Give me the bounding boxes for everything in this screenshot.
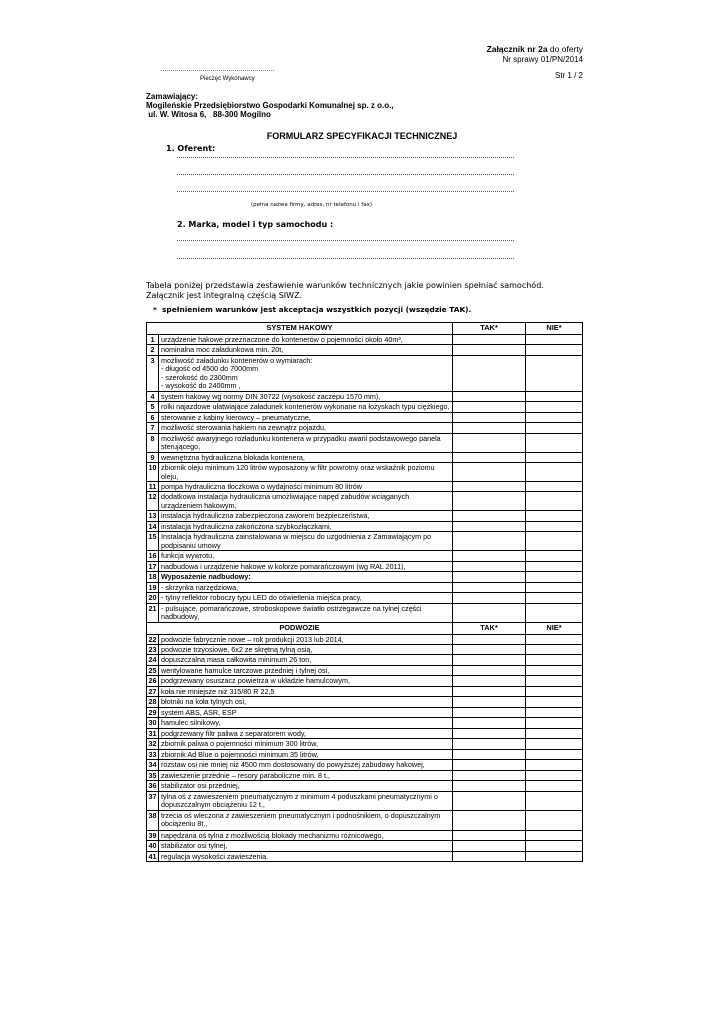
col-no-header: NIE* <box>526 323 583 335</box>
table-row <box>147 603 583 622</box>
no-cell[interactable] <box>526 423 583 433</box>
section-header-row <box>147 622 583 634</box>
acceptance-note <box>153 305 471 314</box>
table-row <box>147 521 583 531</box>
attachment-suffix: do oferty <box>547 44 583 54</box>
row-requirement: instalacja hydrauliczna zabezpieczona zaworem bezpieczeństwa, <box>159 511 453 521</box>
row-requirement: podgrzewany osuszacz powietrza w układzie hamulcowym, <box>159 676 453 686</box>
yes-cell[interactable] <box>453 345 526 355</box>
yes-cell[interactable] <box>453 423 526 433</box>
no-cell[interactable] <box>526 728 583 738</box>
table-row <box>147 676 583 686</box>
yes-cell[interactable] <box>453 452 526 462</box>
row-requirement: rolki najazdowe ułatwiające załadunek kontenerów wykonane na łożyskach typu ciężkiego, <box>159 402 453 412</box>
yes-cell[interactable] <box>453 391 526 401</box>
row-number: 4 <box>147 391 159 401</box>
no-cell[interactable] <box>526 532 583 551</box>
row-requirement: koła nie mniejsze niż 315/80 R 22,5 <box>159 686 453 696</box>
row-number: 14 <box>148 521 157 531</box>
yes-cell[interactable] <box>453 728 526 738</box>
table-row <box>147 433 583 452</box>
no-cell[interactable] <box>526 433 583 452</box>
row-number: 38 <box>147 810 159 830</box>
yes-cell[interactable] <box>453 603 526 622</box>
row-requirement: rozstaw osi nie mniej niż 4500 mm dostosowany do powyższej zabudowy hakowej, <box>159 760 453 770</box>
row-requirement: błotniki na koła tylnych osi, <box>159 697 453 707</box>
yes-cell[interactable] <box>453 810 526 830</box>
table-row <box>147 830 583 840</box>
table-row <box>147 810 583 830</box>
vehicle-field-line-1[interactable] <box>177 240 514 241</box>
row-requirement: system ABS, ASR, ESP <box>159 707 453 717</box>
no-cell[interactable] <box>526 492 583 511</box>
note-asterisk: * <box>153 305 157 314</box>
vehicle-field-line-2[interactable] <box>177 258 514 259</box>
no-cell[interactable] <box>526 355 583 391</box>
row-requirement: pompa hydrauliczna tłoczkowa o wydajności minimum 80 litrów <box>159 482 453 492</box>
orderer-label: Zamawiający: <box>146 92 199 101</box>
no-cell[interactable] <box>526 482 583 492</box>
row-requirement: podwozie trzyosiowe, 6x2 ze skrętną tylną osią, <box>159 645 453 655</box>
row-requirement: sterowanie z kabiny kierowcy – pneumatyczne, <box>159 412 453 422</box>
row-number: 3 <box>147 355 159 391</box>
row-number: 41 <box>148 851 157 861</box>
row-requirement: nadbudowa i urządzenie hakowe w kolorze pomarańczowym (wg RAL 2011), <box>159 561 453 571</box>
intro-paragraph: Tabela poniżej przedstawia zestawienie warunków technicznych jakie powinien spełniać samochód. Załącznik jest integralną częścią SIWZ. <box>146 281 544 300</box>
col-no-header: NIE* <box>526 622 583 634</box>
row-requirement: Wyposażenie nadbudowy: <box>159 572 453 582</box>
table-row <box>147 492 583 511</box>
yes-cell[interactable] <box>453 582 526 592</box>
table-row <box>147 582 583 592</box>
no-cell[interactable] <box>526 810 583 830</box>
table-row <box>147 697 583 707</box>
table-row <box>147 770 583 780</box>
row-number: 22 <box>148 634 157 644</box>
table-row <box>147 551 583 561</box>
no-cell[interactable] <box>526 463 583 482</box>
no-cell[interactable] <box>526 655 583 665</box>
no-cell[interactable] <box>526 634 583 644</box>
row-requirement: stabilizator osi przedniej, <box>159 781 453 791</box>
table-row <box>147 391 583 401</box>
row-requirement: zbiornik paliwa o pojemności minimum 300 litrów, <box>159 739 453 749</box>
row-requirement: możliwość awaryjnego rozładunku kontenera w przypadku awarii podstawowego panela sterującego, <box>159 433 453 452</box>
row-number: 33 <box>148 749 157 759</box>
specification-table <box>146 322 583 862</box>
no-cell[interactable] <box>526 665 583 675</box>
case-number: Nr sprawy 01/PN/2014 <box>502 55 583 64</box>
no-cell[interactable] <box>526 572 583 582</box>
row-number: 20 <box>148 593 157 603</box>
no-cell[interactable] <box>526 582 583 592</box>
yes-cell[interactable] <box>453 572 526 582</box>
row-number: 13 <box>148 511 157 521</box>
offerer-field-line-2[interactable] <box>177 174 514 175</box>
no-cell[interactable] <box>526 697 583 707</box>
note-text: spełnieniem warunków jest akceptacja wszystkich pozycji (wszędzie TAK). <box>162 305 472 314</box>
row-number: 11 <box>147 482 159 492</box>
row-requirement: trzecia oś wleczona z zawieszeniem pneumatycznym i podnośnikiem, o dopuszczalnym obciążeniu 8t., <box>159 810 453 830</box>
table-row <box>147 841 583 851</box>
row-number: 16 <box>148 551 157 561</box>
table-row <box>147 749 583 759</box>
yes-cell[interactable] <box>453 781 526 791</box>
section-title: SYSTEM HAKOWY <box>147 323 453 335</box>
yes-cell[interactable] <box>453 492 526 511</box>
no-cell[interactable] <box>526 686 583 696</box>
attachment-label <box>487 44 583 54</box>
table-row <box>147 781 583 791</box>
table-row <box>147 634 583 644</box>
no-cell[interactable] <box>526 645 583 655</box>
yes-cell[interactable] <box>453 412 526 422</box>
row-number: 23 <box>148 645 157 654</box>
no-cell[interactable] <box>526 749 583 759</box>
no-cell[interactable] <box>526 412 583 422</box>
page-number: Str 1 / 2 <box>554 71 583 80</box>
table-row <box>147 511 583 521</box>
row-number: 39 <box>148 830 157 840</box>
row-requirement: możliwość załadunku kontenerów o wymiarach: - długość od 4500 do 7000mm - szerokość do 2300mm - wysokość do 2400mm , <box>159 355 453 391</box>
section-title: PODWOZIE <box>147 622 453 634</box>
yes-cell[interactable] <box>453 697 526 707</box>
table-row <box>147 572 583 582</box>
table-row <box>147 561 583 571</box>
yes-cell[interactable] <box>453 645 526 655</box>
row-requirement: dodatkowa instalacja hydrauliczna umożliwiające napęd zabudów wciąganych urządzeniem hakowym, <box>159 492 453 511</box>
stamp-label: Pieczęć Wykonawcy <box>200 76 255 82</box>
row-number: 6 <box>147 412 159 422</box>
row-requirement: tylna oś z zawieszeniem pneumatycznym z minimum 4 poduszkami pneumatycznymi o dopuszczalnym obciążeniu 12 t., <box>159 791 453 810</box>
no-cell[interactable] <box>526 391 583 401</box>
table-row <box>147 851 583 861</box>
no-cell[interactable] <box>526 841 583 851</box>
row-number: 25 <box>148 665 157 675</box>
table-row <box>147 423 583 433</box>
table-row <box>147 593 583 603</box>
table-row <box>147 532 583 551</box>
table-row <box>147 345 583 355</box>
row-number: 24 <box>148 655 157 665</box>
row-requirement: Instalacja hydrauliczna zainstalowana w miejscu do uzgodnienia z Zamawiającym po podpisaniu umowy <box>159 532 453 551</box>
row-requirement: dopuszczalna masa całkowita minimum 26 ton, <box>159 655 453 665</box>
col-yes-header: TAK* <box>453 323 526 335</box>
table-row <box>147 760 583 770</box>
row-requirement: hamulec silnikowy, <box>159 718 453 728</box>
row-requirement: zbiornik oleju minimum 120 litrów wyposażony w filtr powrotny oraz wskaźnik poziomu oleju, <box>159 463 453 482</box>
no-cell[interactable] <box>526 830 583 840</box>
yes-cell[interactable] <box>453 355 526 391</box>
yes-cell[interactable] <box>453 634 526 644</box>
row-number: 10 <box>147 463 159 482</box>
row-number: 27 <box>148 686 157 696</box>
row-number: 26 <box>148 676 157 686</box>
offerer-field-line-1[interactable] <box>177 157 514 158</box>
no-cell[interactable] <box>526 561 583 571</box>
no-cell[interactable] <box>526 707 583 717</box>
row-number: 34 <box>148 760 157 770</box>
row-number: 15 <box>147 532 159 551</box>
yes-cell[interactable] <box>453 665 526 675</box>
attachment-number: Załącznik nr 2a <box>486 44 548 54</box>
row-number: 30 <box>148 718 157 728</box>
no-cell[interactable] <box>526 551 583 561</box>
table-row <box>147 645 583 655</box>
row-number: 17 <box>148 561 157 571</box>
row-number: 37 <box>147 791 159 810</box>
no-cell[interactable] <box>526 334 583 344</box>
row-number: 18 <box>148 572 157 582</box>
row-number: 35 <box>148 770 157 780</box>
no-cell[interactable] <box>526 676 583 686</box>
yes-cell[interactable] <box>453 739 526 749</box>
row-number: 8 <box>147 433 159 452</box>
yes-cell[interactable] <box>453 593 526 603</box>
row-requirement: regulacja wysokości zawieszenia. <box>159 851 453 861</box>
yes-cell[interactable] <box>453 551 526 561</box>
no-cell[interactable] <box>526 511 583 521</box>
yes-cell[interactable] <box>453 770 526 780</box>
table-row <box>147 665 583 675</box>
yes-cell[interactable] <box>453 532 526 551</box>
table-row <box>147 334 583 344</box>
row-requirement: instalacja hydrauliczna zakończona szybkozłączkami, <box>159 521 453 531</box>
no-cell[interactable] <box>526 781 583 791</box>
row-number: 31 <box>148 728 157 738</box>
offerer-field-line-3[interactable] <box>177 191 514 192</box>
row-requirement: podwozie fabrycznie nowe – rok produkcji 2013 lub 2014, <box>159 634 453 644</box>
no-cell[interactable] <box>526 760 583 770</box>
table-row <box>147 791 583 810</box>
row-requirement: zawieszenie przednie – resory paraboliczne min. 8 t., <box>159 770 453 780</box>
row-number: 12 <box>147 492 159 511</box>
row-requirement: zbiornik Ad Blue o pojemności minimum 35 litrów, <box>159 749 453 759</box>
section-offerer-heading: 1. Oferent: <box>166 144 216 153</box>
row-number: 32 <box>148 739 157 749</box>
no-cell[interactable] <box>526 345 583 355</box>
row-number: 28 <box>148 697 157 707</box>
row-requirement: nominalna moc załadunkowa min. 20t, <box>159 345 453 355</box>
row-requirement: wentylowane hamulce tarczowe przedniej i tylnej osi, <box>159 665 453 675</box>
yes-cell[interactable] <box>453 482 526 492</box>
orderer-address: ul. W. Witosa 6, 88-300 Mogilno <box>146 110 271 119</box>
yes-cell[interactable] <box>453 718 526 728</box>
yes-cell[interactable] <box>453 851 526 861</box>
row-number: 9 <box>147 452 159 462</box>
row-requirement: wewnętrzna hydrauliczna blokada kontenera, <box>159 452 453 462</box>
section-vehicle-heading: 2. Marka, model i typ samochodu : <box>177 220 334 229</box>
table-row <box>147 463 583 482</box>
row-requirement: funkcja wywrotu, <box>159 551 453 561</box>
row-requirement: stabilizator osi tylnej, <box>159 841 453 851</box>
table-row <box>147 355 583 391</box>
row-requirement: - pulsujące, pomarańczowe, stroboskopowe światło ostrzegawcze na tylnej części nadbudowy, <box>159 603 453 622</box>
table-row <box>147 739 583 749</box>
row-number: 36 <box>148 781 157 791</box>
no-cell[interactable] <box>526 593 583 603</box>
table-row <box>147 707 583 717</box>
yes-cell[interactable] <box>453 655 526 665</box>
table-row <box>147 402 583 412</box>
table-row <box>147 686 583 696</box>
stamp-line: ………………………………………………… <box>160 66 274 73</box>
row-number: 40 <box>148 841 157 851</box>
yes-cell[interactable] <box>453 841 526 851</box>
row-requirement: - skrzynka narzędziowa, <box>159 582 453 592</box>
yes-cell[interactable] <box>453 760 526 770</box>
yes-cell[interactable] <box>453 707 526 717</box>
yes-cell[interactable] <box>453 511 526 521</box>
yes-cell[interactable] <box>453 334 526 344</box>
row-requirement: podgrzewany filtr paliwa z separatorem wody, <box>159 728 453 738</box>
form-title: FORMULARZ SPECYFIKACJI TECHNICZNEJ <box>266 131 458 141</box>
yes-cell[interactable] <box>453 749 526 759</box>
row-number: 29 <box>148 707 157 717</box>
table-row <box>147 412 583 422</box>
section-header-row <box>147 323 583 335</box>
yes-cell[interactable] <box>453 463 526 482</box>
no-cell[interactable] <box>526 521 583 531</box>
no-cell[interactable] <box>526 791 583 810</box>
table-row <box>147 482 583 492</box>
yes-cell[interactable] <box>453 402 526 412</box>
row-number: 21 <box>147 603 159 622</box>
no-cell[interactable] <box>526 739 583 749</box>
no-cell[interactable] <box>526 603 583 622</box>
table-row <box>147 728 583 738</box>
row-number: 19 <box>148 582 157 592</box>
yes-cell[interactable] <box>453 830 526 840</box>
row-number: 2 <box>147 345 159 355</box>
no-cell[interactable] <box>526 851 583 861</box>
row-number: 5 <box>147 402 159 412</box>
col-yes-header: TAK* <box>453 622 526 634</box>
no-cell[interactable] <box>526 718 583 728</box>
yes-cell[interactable] <box>453 791 526 810</box>
table-row <box>147 718 583 728</box>
no-cell[interactable] <box>526 452 583 462</box>
no-cell[interactable] <box>526 770 583 780</box>
row-requirement: możliwość sterowania hakiem na zewnątrz pojazdu, <box>159 423 453 433</box>
yes-cell[interactable] <box>453 521 526 531</box>
row-number: 7 <box>147 423 159 433</box>
table-row <box>147 655 583 665</box>
table-row <box>147 452 583 462</box>
offerer-caption: (pełna nazwa firmy, adres, nr telefonu i fax) <box>251 202 372 208</box>
row-requirement: system hakowy wg normy DIN 30722 (wysokość zaczepu 1570 mm), <box>159 391 453 401</box>
yes-cell[interactable] <box>453 686 526 696</box>
row-requirement: - tylny reflektor roboczy typu LED do oświetlenia miejsca pracy, <box>159 593 453 603</box>
yes-cell[interactable] <box>453 676 526 686</box>
row-number: 1 <box>147 334 159 344</box>
row-requirement: urządzenie hakowe przeznaczone do kontenerów o pojemności około 40m³, <box>159 334 453 344</box>
row-requirement: napędzana oś tylna z możliwością blokady mechanizmu różnicowego, <box>159 830 453 840</box>
yes-cell[interactable] <box>453 433 526 452</box>
orderer-name: Mogileńskie Przedsiębiorstwo Gospodarki Komunalnej sp. z o.o., <box>146 101 394 110</box>
yes-cell[interactable] <box>453 561 526 571</box>
no-cell[interactable] <box>526 402 583 412</box>
